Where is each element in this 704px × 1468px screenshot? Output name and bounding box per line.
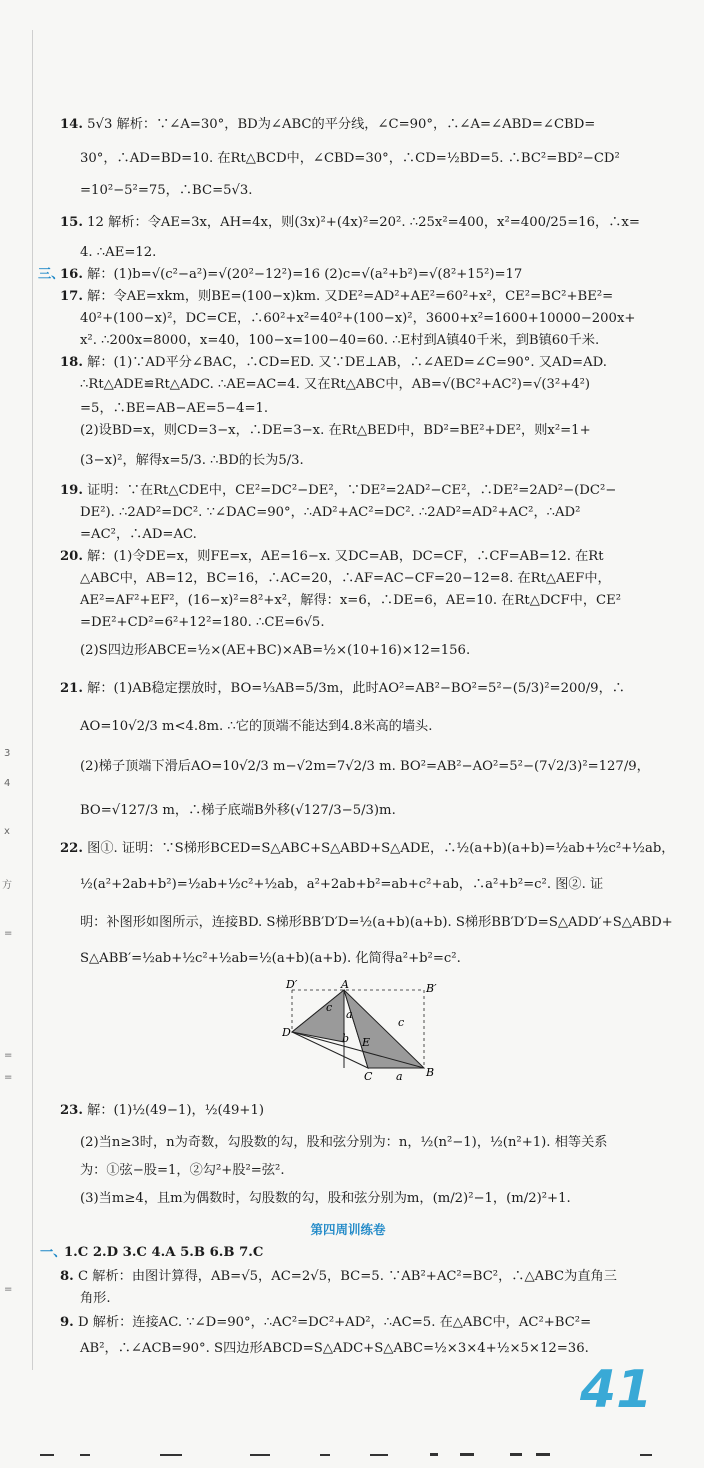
answer-line: (3−x)²，解得x=5/3. ∴BD的长为5/3. bbox=[80, 453, 304, 468]
edge-mark: = bbox=[4, 928, 13, 939]
label-b: b bbox=[342, 1032, 350, 1045]
answer-line: (2)S四边形ABCE=½×(AE+BC)×AB=½×(10+16)×12=156. bbox=[80, 643, 471, 658]
label-c-right: c bbox=[398, 1016, 405, 1029]
answer-line: △ABC中，AB=12，BC=16，∴AC=20，∴AF=AC−CF=20−12=8. 在Rt△AEF中， bbox=[80, 571, 611, 586]
label-D-prime: D′ bbox=[286, 980, 298, 991]
answer-line: S△ABB′=½ab+½c²+½ab=½(a+b)(a+b). 化简得a²+b²=c². bbox=[80, 951, 461, 966]
answer-line: 21. 解：(1)AB稳定摆放时，BO=⅓AB=5/3m，此时AO²=AB²−BO²=5²−(5/3)²=200/9，∴ bbox=[60, 681, 625, 696]
answer-line: AB²，∴∠ACB=90°. S四边形ABCD=S△ADC+S△ABC=½×3×4+½×5×12=36. bbox=[80, 1341, 589, 1356]
answer-line: 20. 解：(1)令DE=x，则FE=x，AE=16−x. 又DC=AB，DC=CF，∴CF=AB=12. 在Rt bbox=[60, 549, 604, 564]
answer-line: 角形. bbox=[80, 1291, 111, 1306]
answer-line: 明：补图形如图所示，连接BD. S梯形BB′D′D=½(a+b)(a+b). S梯形BB′D′D=S△ADD′+S△ABD+ bbox=[80, 915, 673, 930]
answer-line: 16. 解：(1)b=√(c²−a²)=√(20²−12²)=16 (2)c=√(a²+b²)=√(8²+15²)=17 bbox=[60, 267, 523, 282]
answer-line: =DE²+CD²=6²+12²=180. ∴CE=6√5. bbox=[80, 615, 325, 630]
answer-line: 40²+(100−x)²，DC=CE，∴60²+x²=40²+(100−x)²，3600+x²=1600+10000−200x+ bbox=[80, 311, 636, 326]
answer-line: x². ∴200x=8000，x=40，100−x=100−40=60. ∴E村到A镇40千米，到B镇60千米. bbox=[80, 333, 600, 348]
answer-line: =AC²，∴AD=AC. bbox=[80, 527, 197, 542]
answer-line: 14. 5√3 解析：∵∠A=30°，BD为∠ABC的平分线，∠C=90°，∴∠A=∠ABD=∠CBD= bbox=[60, 117, 596, 132]
answer-line: BO=√127/3 m，∴梯子底端B外移(√127/3−5/3)m. bbox=[80, 803, 396, 818]
label-D: D bbox=[282, 1026, 291, 1039]
answer-line: 4. ∴AE=12. bbox=[80, 245, 157, 260]
answer-line: (3)当m≥4，且m为偶数时，勾股数的勾，股和弦分别为m，(m/2)²−1，(m/2)²+1. bbox=[80, 1191, 571, 1206]
answer-line: (2)设BD=x，则CD=3−x，∴DE=3−x. 在Rt△BED中，BD²=BE²+DE²，则x²=1+ bbox=[80, 423, 591, 438]
answer-line: AO=10√2/3 m<4.8m. ∴它的顶端不能达到4.8米高的墙头. bbox=[80, 719, 433, 734]
edge-mark: 4 bbox=[4, 778, 11, 789]
label-B: B bbox=[426, 1066, 435, 1079]
trapezoid-figure bbox=[282, 980, 462, 1088]
answer-line: 17. 解：令AE=xkm，则BE=(100−x)km. 又DE²=AD²+AE²=60²+x²，CE²=BC²+BE²= bbox=[60, 289, 614, 304]
section-title: 第四周训练卷 bbox=[310, 1222, 386, 1237]
answer-line: 30°，∴AD=BD=10. 在Rt△BCD中，∠CBD=30°，∴CD=½BD=5. ∴BC²=BD²−CD² bbox=[80, 151, 620, 166]
left-margin-line bbox=[32, 30, 33, 1370]
answer-line: (2)梯子顶端下滑后AO=10√2/3 m−√2m=7√2/3 m. BO²=AB²−AO²=5²−(7√2/3)²=127/9， bbox=[80, 759, 650, 774]
answer-line: AE²=AF²+EF²，(16−x)²=8²+x²，解得：x=6，∴DE=6，AE=10. 在Rt△DCF中，CE² bbox=[80, 593, 622, 608]
edge-mark: = bbox=[4, 1072, 13, 1083]
answer-line: 1.C 2.D 3.C 4.A 5.B 6.B 7.C bbox=[64, 1245, 264, 1260]
edge-mark: = bbox=[4, 1284, 13, 1295]
section-mark-one: 一、 bbox=[40, 1245, 67, 1260]
footer-marks bbox=[40, 1450, 660, 1460]
answer-line: ½(a²+2ab+b²)=½ab+½c²+½ab，a²+2ab+b²=ab+c²+ab，∴a²+b²=c². 图②. 证 bbox=[80, 877, 604, 892]
answer-line: DE²). ∴2AD²=DC². ∵∠DAC=90°，∴AD²+AC²=DC². ∴2AD²=AD²+AC²，∴AD² bbox=[80, 505, 581, 520]
page-number: 41 bbox=[580, 1360, 653, 1420]
edge-mark: 3 bbox=[4, 748, 11, 759]
edge-mark: 方 bbox=[2, 880, 12, 891]
label-A: A bbox=[341, 980, 349, 991]
label-E: E bbox=[362, 1036, 371, 1049]
answer-line: 8. C 解析：由图计算得，AB=√5，AC=2√5，BC=5. ∵AB²+AC²=BC²，∴△ABC为直角三 bbox=[60, 1269, 617, 1284]
answer-line: 19. 证明：∵在Rt△CDE中，CE²=DC²−DE²，∵DE²=2AD²−CE²，∴DE²=2AD²−(DC²− bbox=[60, 483, 617, 498]
label-C: C bbox=[364, 1070, 373, 1083]
answer-line: =5，∴BE=AB−AE=5−4=1. bbox=[80, 401, 269, 416]
answer-line: (2)当n≥3时，n为奇数，勾股数的勾，股和弦分别为：n，½(n²−1)，½(n²+1). 相等关系 bbox=[80, 1135, 608, 1150]
section-mark-three: 三、 bbox=[38, 267, 65, 282]
answer-line: 15. 12 解析：令AE=3x，AH=4x，则(3x)²+(4x)²=20². ∴25x²=400，x²=400/25=16，∴x= bbox=[60, 215, 640, 230]
answer-line: 为：①弦−股=1，②勾²+股²=弦². bbox=[80, 1163, 285, 1178]
label-B-prime: B′ bbox=[426, 982, 437, 995]
answer-line: 22. 图①. 证明：∵S梯形BCED=S△ABC+S△ABD+S△ADE，∴½(a+b)(a+b)=½ab+½c²+½ab， bbox=[60, 841, 675, 856]
edge-mark: = bbox=[4, 1050, 13, 1061]
answer-line: ∴Rt△ADE≌Rt△ADC. ∴AE=AC=4. 又在Rt△ABC中，AB=√(BC²+AC²)=√(3²+4²) bbox=[80, 377, 591, 392]
answer-line: 23. 解：(1)½(49−1)，½(49+1) bbox=[60, 1103, 264, 1118]
answer-line: =10²−5²=75，∴BC=5√3. bbox=[80, 183, 253, 198]
label-a-top: a bbox=[346, 1008, 353, 1021]
label-a-bottom: a bbox=[396, 1070, 403, 1083]
answer-line: 18. 解：(1)∵AD平分∠BAC，∴CD=ED. 又∵DE⊥AB，∴∠AED=∠C=90°. 又AD=AD. bbox=[60, 355, 607, 370]
figure-lines bbox=[292, 990, 424, 1068]
edge-mark: x bbox=[4, 826, 10, 837]
answer-line: 9. D 解析：连接AC. ∵∠D=90°，∴AC²=DC²+AD²，∴AC=5. 在△ABC中，AC²+BC²= bbox=[60, 1315, 592, 1330]
label-c-left: c bbox=[326, 1001, 333, 1014]
